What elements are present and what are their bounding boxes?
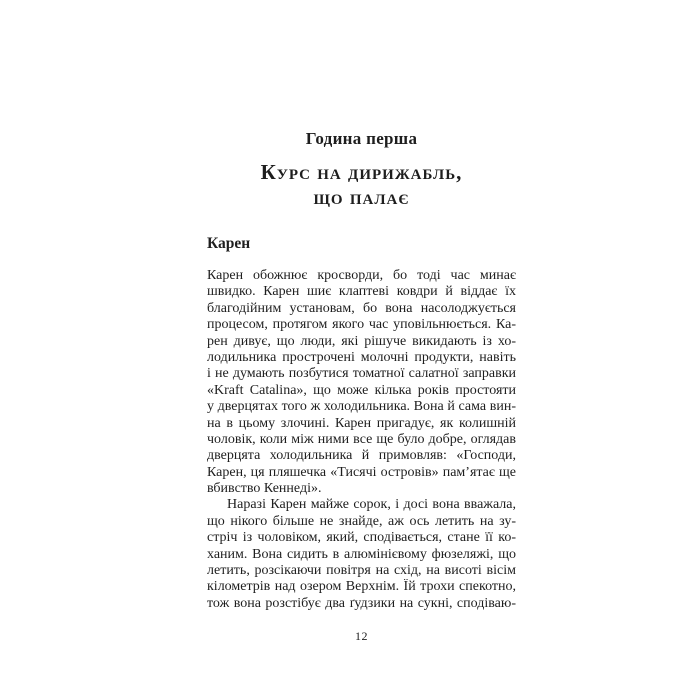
- text-line: «Kraft Catalina», що може кілька років простояти: [207, 382, 516, 398]
- text-line: що нікого більше не знайде, аж ось летить на зу-: [207, 513, 516, 529]
- text-line: чоловік, коли між ними все ще було добре, оглядав: [207, 431, 516, 447]
- text-line: кілометрів над озером Верхнім. Їй трохи спекотно,: [207, 579, 516, 595]
- content-column: [207, 0, 516, 700]
- text-line: лодильника прострочені молочні продукти, навіть: [207, 349, 516, 365]
- text-line: благодійним установам, бо вона насолоджується: [207, 300, 516, 316]
- text-line: Наразі Карен майже сорок, і досі вона вважала,: [227, 497, 516, 513]
- text-line: летить, розсікаючи повітря на схід, на висоті вісім: [207, 563, 516, 579]
- chapter-title-line-2: що палає: [313, 185, 410, 209]
- text-line: тож вона розстібує два ґудзики на сукні, сподіваю-: [207, 595, 516, 611]
- chapter-title-line-1: Курс на дирижабль,: [260, 160, 463, 184]
- text-line: ханим. Вона сидить в алюмінієвому фюзеляжі, що: [207, 546, 516, 562]
- text-line: вбивство Кеннеді».: [207, 481, 322, 497]
- text-line: швидко. Карен шиє клаптеві ковдри й віддає їх: [207, 284, 516, 300]
- section-heading: Карен: [207, 235, 251, 252]
- text-line: рен дивує, що люди, які рішуче викидають із хо-: [207, 333, 516, 349]
- chapter-title: [207, 160, 516, 210]
- text-line: на в цьому злочині. Карен пригадує, як колишній: [207, 415, 516, 431]
- text-line: дверцята холодильника й примовляв: «Господи,: [207, 448, 516, 464]
- chapter-label: Година перша: [305, 129, 418, 148]
- text-line: стріч із чоловіком, який, сподівається, стане її ко-: [207, 530, 516, 546]
- text-line: процесом, протягом якого час уповільнюється. Ка-: [207, 317, 516, 333]
- body-text: [207, 268, 516, 612]
- text-line: у дверцятах того ж холодильника. Вона й сама вин-: [207, 399, 516, 415]
- text-line: Карен, ця пляшечка «Тисячі островів» пам’ятає ще: [207, 464, 516, 480]
- text-line: і не думають позбутися томатної салатної заправки: [207, 366, 516, 382]
- page-number: 12: [355, 629, 368, 643]
- text-line: Карен обожнює кросворди, бо тоді час минає: [207, 268, 516, 283]
